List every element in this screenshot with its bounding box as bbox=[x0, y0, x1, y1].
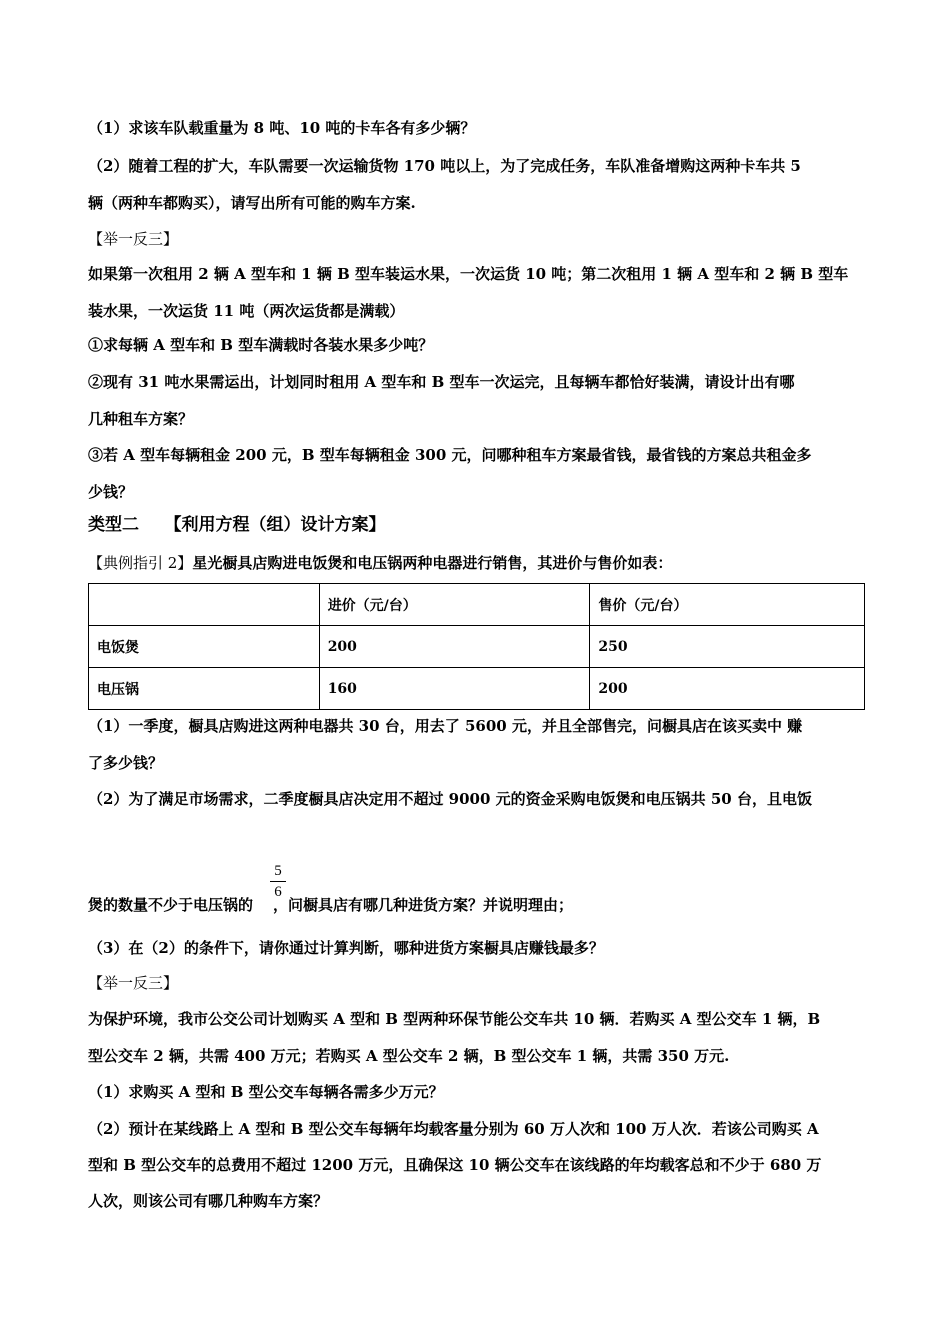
table-cell: 电压锅 bbox=[89, 668, 320, 710]
question-1: （1）求该车队载重量为 8 吨、10 吨的卡车各有多少辆？ bbox=[88, 119, 476, 137]
fraction-numerator: 5 bbox=[274, 863, 282, 879]
table-header-cell: 售价（元/台） bbox=[590, 584, 865, 626]
table-row bbox=[89, 626, 865, 668]
practice-1-part-1: ①求每辆 A 型车和 B 型车满载时各装水果多少吨？ bbox=[88, 336, 434, 354]
fraction-denominator: 6 bbox=[274, 884, 282, 900]
practice-heading-1: 【举一反三】 bbox=[88, 230, 179, 248]
practice-2-line-1: 为保护环境，我市公交公司计划购买 A 型和 B 型两种环保节能公交车共 10 辆．若购买 A 型公交车 1 辆，B bbox=[88, 1010, 821, 1028]
practice-2-line-2: 型公交车 2 辆，共需 400 万元；若购买 A 型公交车 2 辆，B 型公交车 1 辆，共需 350 万元. bbox=[88, 1047, 730, 1065]
example-text: 星光橱具店购进电饭煲和电压锅两种电器进行销售，其进价与售价如表： bbox=[192, 554, 673, 572]
fraction-five-sixths bbox=[270, 862, 286, 901]
question-2-line-1: （2）随着工程的扩大，车队需要一次运输货物 170 吨以上，为了完成任务，车队准备增购这两种卡车共 5 bbox=[88, 157, 801, 175]
practice-1-part-3-line-2: 少钱？ bbox=[88, 483, 134, 501]
practice-1-part-3-line-1: ③若 A 型车每辆租金 200 元，B 型车每辆租金 300 元，问哪种租车方案最省钱，最省钱的方案总共租金多 bbox=[88, 446, 812, 464]
table-header-row bbox=[89, 584, 865, 626]
example-label: 【典例指引 2】 bbox=[88, 554, 193, 572]
example-question-2-line-1: （2）为了满足市场需求，二季度橱具店决定用不超过 9000 元的资金采购电饭煲和电压锅共 50 台，且电饭 bbox=[88, 790, 812, 808]
practice-2-question-2-line-3: 人次，则该公司有哪几种购车方案？ bbox=[88, 1192, 329, 1210]
table-cell: 160 bbox=[319, 668, 590, 710]
practice-1-line-2: 装水果，一次运货 11 吨（两次运货都是满载） bbox=[88, 302, 405, 320]
example-question-1-line-2: 了多少钱？ bbox=[88, 754, 164, 772]
table-cell: 200 bbox=[319, 626, 590, 668]
practice-2-question-2-line-1: （2）预计在某线路上 A 型和 B 型公交车每辆年均载客量分别为 60 万人次和 100 万人次．若该公司购买 A bbox=[88, 1120, 819, 1138]
practice-2-question-1: （1）求购买 A 型和 B 型公交车每辆各需多少万元？ bbox=[88, 1083, 444, 1101]
practice-2-question-2-line-2: 型和 B 型公交车的总费用不超过 1200 万元，且确保这 10 辆公交车在该线路的年均载客总和不少于 680 万 bbox=[88, 1156, 822, 1174]
table-header-cell bbox=[89, 584, 320, 626]
table-header-cell: 进价（元/台） bbox=[319, 584, 590, 626]
example-question-2-text-a: 煲的数量不少于电压锅的 bbox=[88, 896, 254, 914]
practice-1-part-2-line-1: ②现有 31 吨水果需运出，计划同时租用 A 型车和 B 型车一次运完，且每辆车都恰好装满，请设计出有哪 bbox=[88, 373, 795, 391]
example-question-2-text-b: ，问橱具店有哪几种进货方案？并说明理由； bbox=[273, 896, 574, 914]
question-2-line-2: 辆（两种车都购买），请写出所有可能的购车方案. bbox=[88, 194, 416, 212]
practice-1-part-2-line-2: 几种租车方案？ bbox=[88, 410, 194, 428]
example-question-1-line-1: （1）一季度，橱具店购进这两种电器共 30 台，用去了 5600 元，并且全部售完，问橱具店在该买卖中 赚 bbox=[88, 717, 803, 735]
table-cell: 250 bbox=[590, 626, 865, 668]
section-title: 类型二 【利用方程（组）设计方案】 bbox=[88, 515, 386, 535]
practice-heading-2: 【举一反三】 bbox=[88, 974, 179, 992]
example-intro bbox=[88, 553, 868, 573]
fraction-bar bbox=[270, 881, 286, 882]
table-row bbox=[89, 668, 865, 710]
table-cell: 200 bbox=[590, 668, 865, 710]
practice-1-line-1: 如果第一次租用 2 辆 A 型车和 1 辆 B 型车装运水果，一次运货 10 吨；第二次租用 1 辆 A 型车和 2 辆 B 型车 bbox=[88, 265, 849, 283]
example-question-3: （3）在（2）的条件下，请你通过计算判断，哪种进货方案橱具店赚钱最多？ bbox=[88, 939, 604, 957]
table-cell: 电饭煲 bbox=[89, 626, 320, 668]
price-table bbox=[88, 583, 865, 710]
example-question-2-line-2 bbox=[88, 895, 868, 915]
